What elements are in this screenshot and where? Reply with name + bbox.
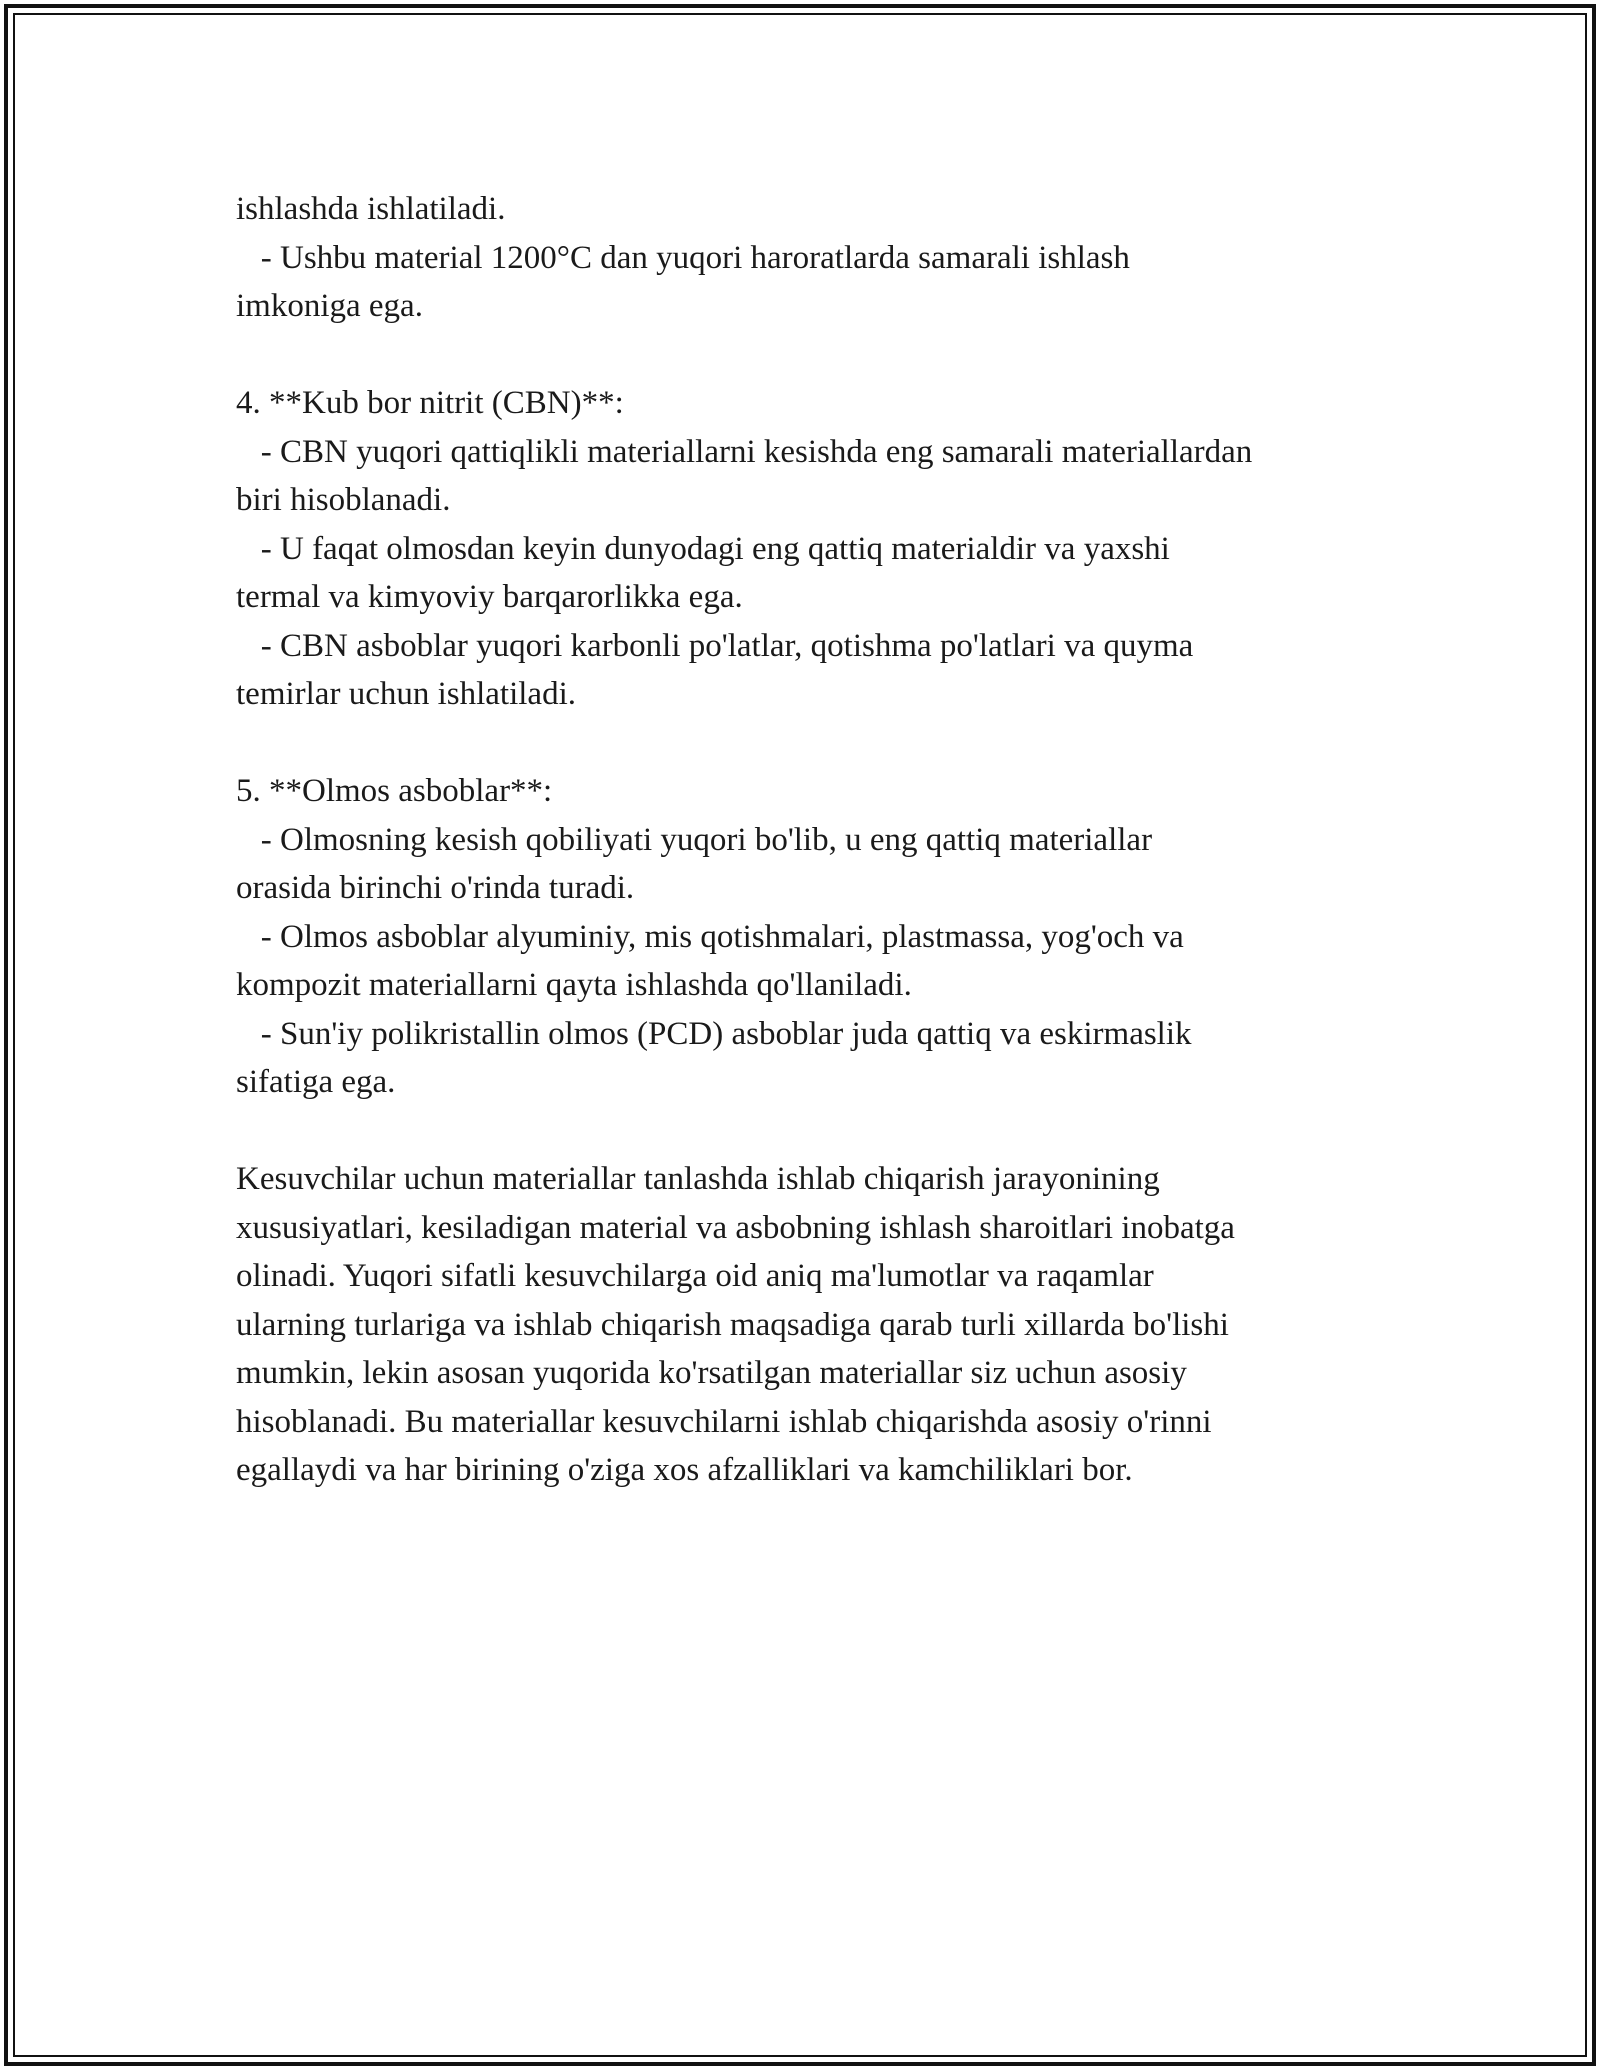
bullet-line: - Olmos asboblar alyuminiy, mis qotishmalari, plastmassa, yog'och va [236,918,1184,955]
bullet-line: - Olmosning kesish qobiliyati yuqori bo'lib, u eng qattiq materiallar [236,821,1153,858]
text-line: temirlar uchun ishlatiladi. [236,676,576,712]
paragraph-line: egallaydi va har birining o'ziga xos afzalliklari va kamchiliklari bor. [236,1452,1133,1488]
paragraph-line: hisoblanadi. Bu materiallar kesuvchilarni ishlab chiqarishda asosiy o'rinni [236,1403,1212,1440]
paragraph-line: olinadi. Yuqori sifatli kesuvchilarga oid aniq ma'lumotlar va raqamlar [236,1258,1154,1294]
text-line: kompozit materiallarni qayta ishlashda qo'llaniladi. [236,967,912,1003]
paragraph-line: ularning turlariga va ishlab chiqarish maqsadiga qarab turli xillarda bo'lishi [236,1306,1229,1343]
paragraph-line: Kesuvchilar uchun materiallar tanlashda ishlab chiqarish jarayonining [236,1161,1160,1197]
bullet-line: - U faqat olmosdan keyin dunyodagi eng qattiq materialdir va yaxshi [236,530,1170,567]
text-line: orasida birinchi o'rinda turadi. [236,870,635,906]
blank-line [236,719,1386,768]
blank-line [236,331,1386,380]
text-line: imkoniga ega. [236,288,423,324]
bullet-line: - CBN asboblar yuqori karbonli po'latlar, qotishma po'latlari va quyma [236,627,1194,664]
document-body [236,185,1386,1495]
bullet-line: - CBN yuqori qattiqlikli materiallarni kesishda eng samarali materiallardan [236,433,1253,470]
paragraph-line: mumkin, lekin asosan yuqorida ko'rsatilgan materiallar siz uchun asosiy [236,1355,1187,1391]
section-heading: 5. **Olmos asboblar**: [236,773,553,809]
text-line: termal va kimyoviy barqarorlikka ega. [236,579,743,615]
text-line: ishlashda ishlatiladi. [236,191,506,227]
bullet-line: - Ushbu material 1200°C dan yuqori haroratlarda samarali ishlash [236,239,1130,276]
paragraph-line: xususiyatlari, kesiladigan material va asbobning ishlash sharoitlari inobatga [236,1209,1235,1246]
text-line: sifatiga ega. [236,1064,396,1100]
section-heading: 4. **Kub bor nitrit (CBN)**: [236,385,624,421]
bullet-line: - Sun'iy polikristallin olmos (PCD) asboblar juda qattiq va eskirmaslik [236,1015,1192,1052]
text-line: biri hisoblanadi. [236,482,451,518]
blank-line [236,1107,1386,1156]
